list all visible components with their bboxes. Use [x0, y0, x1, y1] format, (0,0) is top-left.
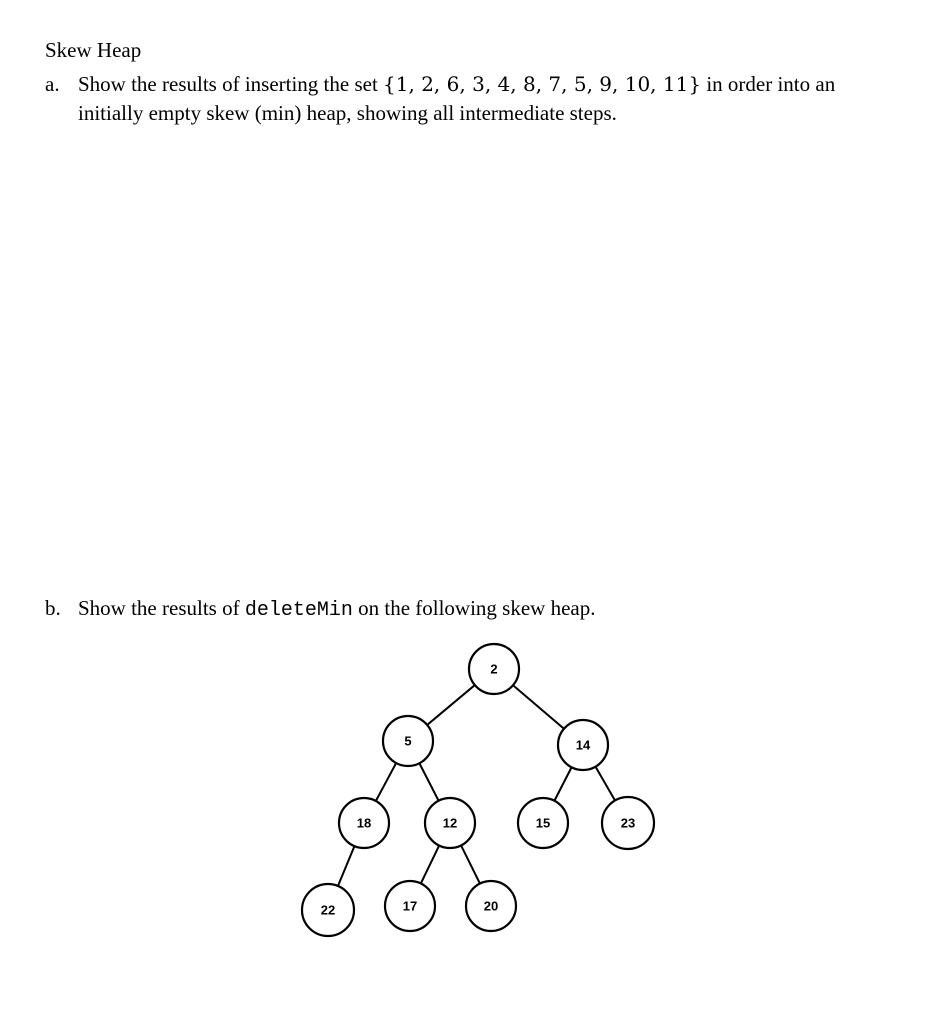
- tree-node-value: 14: [575, 737, 591, 753]
- tree-edge-n12-n20: [461, 845, 480, 883]
- tree-edge-n5-n18: [376, 763, 396, 801]
- part-a-text-after: in order into an: [701, 72, 836, 96]
- part-b-text-before: Show the results of: [78, 596, 245, 620]
- tree-node-5: [383, 716, 433, 766]
- tree-node-value: 12: [442, 815, 458, 831]
- tree-node-15: [518, 798, 568, 848]
- document-title: Skew Heap: [45, 38, 142, 62]
- tree-node-value: 17: [402, 898, 418, 914]
- tree-edge-n18-n22: [338, 846, 355, 886]
- tree-edges: [338, 685, 615, 886]
- tree-node-value: 15: [535, 815, 551, 831]
- tree-nodes: [302, 644, 654, 936]
- tree-node-23: [602, 797, 654, 849]
- tree-edge-n14-n23: [595, 767, 615, 801]
- part-a-label: a.: [45, 72, 60, 96]
- tree-edge-n5-n12: [419, 763, 438, 800]
- part-a-line2: initially empty skew (min) heap, showing all intermediate steps.: [78, 101, 617, 125]
- part-a-text-before: Show the results of inserting the set: [78, 72, 384, 96]
- tree-node-value: 22: [320, 902, 336, 918]
- part-b-code: deleteMin: [244, 599, 353, 622]
- tree-node-12: [425, 798, 475, 848]
- tree-node-17: [385, 881, 435, 931]
- tree-edge-n12-n17: [421, 846, 439, 884]
- tree-node-value: 20: [483, 898, 499, 914]
- tree-node-2: [469, 644, 519, 694]
- tree-edge-n2-n5: [427, 685, 475, 725]
- tree-node-value: 5: [404, 733, 412, 749]
- part-b-text-after: on the following skew heap.: [352, 596, 596, 620]
- tree-node-14: [558, 720, 608, 770]
- tree-node-value: 18: [356, 815, 372, 831]
- part-a-set: {1, 2, 6, 3, 4, 8, 7, 5, 9, 10, 11}: [383, 72, 702, 96]
- tree-node-value: 2: [490, 661, 498, 677]
- tree-node-20: [466, 881, 516, 931]
- tree-edge-n2-n14: [513, 685, 564, 729]
- tree-edge-n14-n15: [554, 767, 571, 801]
- tree-node-value: 23: [620, 815, 636, 831]
- tree-node-18: [339, 798, 389, 848]
- part-b-label: b.: [45, 596, 61, 620]
- tree-node-22: [302, 884, 354, 936]
